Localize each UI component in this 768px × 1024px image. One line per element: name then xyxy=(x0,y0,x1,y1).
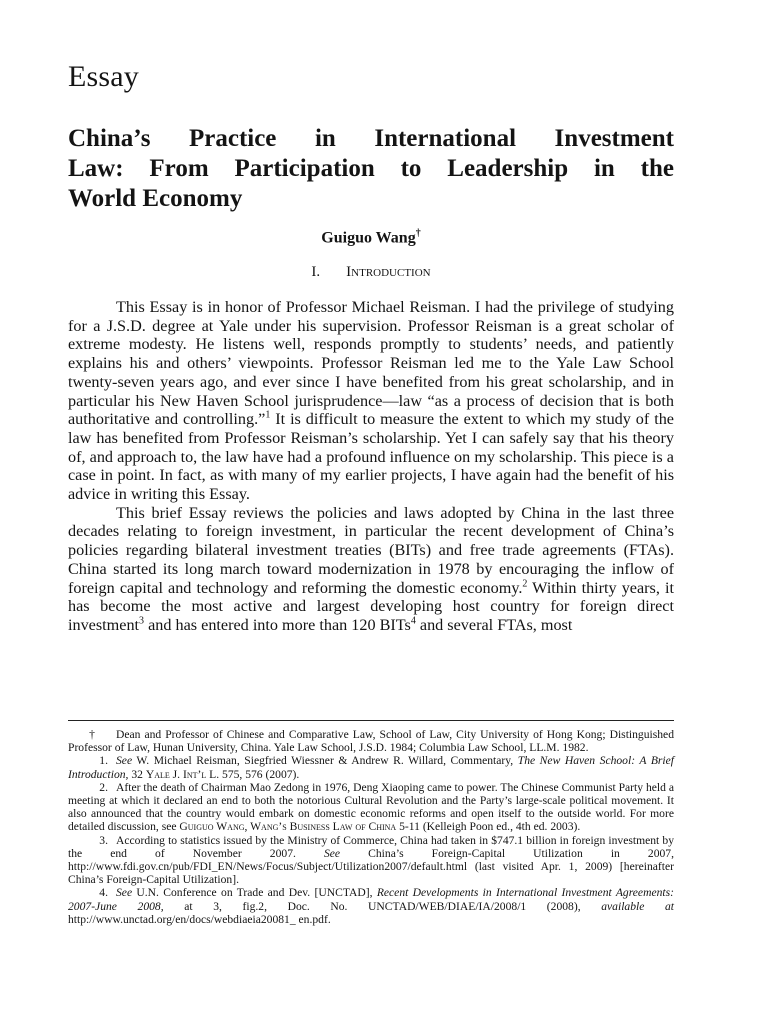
title-line: Law: From Participation to Leadership in the xyxy=(68,155,674,182)
footnote-number: 3. xyxy=(99,833,108,847)
text-run: W. Michael Reisman, Siegfried Wiessner & Andrew R. Willard, Commentary, xyxy=(132,754,518,768)
cited-title: Recent Developments in International Investment Agreements: 2007-June 2008, xyxy=(68,886,674,913)
footnote-mark: † xyxy=(89,728,95,741)
cited-title: The New Haven School: A Brief Introduction, xyxy=(68,754,674,781)
text-run: This brief Essay reviews the policies and laws adopted by China in the last three decades relating to foreign investment, in particular the recent development of China’s policies regarding bilateral investment treaties (BITs) and free trade agreements (FTAs). China started its long march toward modernization in 1978 by encouraging the inflow of foreign capital and technology and reforming the domestic economy. xyxy=(68,503,674,597)
paragraph xyxy=(68,298,674,504)
footnote xyxy=(68,781,674,834)
title-line: China’s Practice in International Investment xyxy=(68,125,674,152)
text-run: 32 xyxy=(128,767,146,781)
text-run: and has entered into more than 120 BITs xyxy=(144,615,411,634)
section-number: I. xyxy=(311,264,321,280)
body-text xyxy=(68,298,674,635)
text-run: at 3, fig.2, Doc. No. UNCTAD/WEB/DIAE/IA/2008/1 (2008), xyxy=(163,899,602,913)
footnote xyxy=(68,834,674,887)
footnote-ref[interactable]: 1 xyxy=(265,409,271,421)
signal: available at xyxy=(601,899,674,913)
footnote-ref[interactable]: 4 xyxy=(410,615,416,627)
text-run: This Essay is in honor of Professor Michael Reisman. I had the privilege of studying for a J.S.D. degree at Yale under his supervision. Professor Reisman is a great scholar of extreme modesty. He listens well, responds promptly to students’ needs, and patiently explains his and others’ viewpoints. Professor Reisman led me to the Yale Law School twenty-seven years ago, and ever since I have benefited from his great scholarship, and in particular his New Haven School jurisprudence—law “as a process of decision that is both authoritative and controlling.” xyxy=(68,298,674,429)
text-run: 575, 576 (2007). xyxy=(219,767,300,781)
journal-name: Yale J. Int’l L. xyxy=(145,767,220,781)
footnote xyxy=(68,754,674,780)
text-run: China’s Foreign-Capital Utilization in 2007, http://www.fdi.gov.cn/pub/FDI_EN/News/Focus/Subject/Utilization2007/default.html (last visited Apr. 1, 2009) [hereinafter China’s Foreign-Capital Utilization]. xyxy=(68,846,674,887)
text-run: http://www.unctad.org/en/docs/webdiaeia20081_ en.pdf. xyxy=(68,912,331,926)
footnote-number: 4. xyxy=(99,886,108,900)
footnote xyxy=(68,886,674,926)
text-run: It is difficult to measure the extent to which my study of the law has benefited from Professor Reisman’s scholarship. Yet I can safely say that his theory of, and approach to, the law have had a profound influence on my scholarship. This piece is a case in point. In fact, as with many of my earlier projects, I have again had the benefit of his advice in writing this Essay. xyxy=(68,410,674,504)
footnote-number: 2. xyxy=(99,780,108,794)
signal: See xyxy=(323,846,341,860)
text-run: and several FTAs, most xyxy=(415,615,573,634)
essay-label: Essay xyxy=(68,60,139,93)
text-run: U.N. Conference on Trade and Dev. [UNCTAD], xyxy=(132,886,377,900)
author-footnote-mark[interactable]: † xyxy=(415,228,421,239)
text-run: After the death of Chairman Mao Zedong in 1976, Deng Xiaoping came to power. The Chinese Communist Party held a meeting at which it declared an end to both the notorious Cultural Revolution and the Party’s large-scale political movement. It also announced that the country would embark on domestic economic reforms and open itself to the outside world. For more detailed discussion, see xyxy=(68,780,674,834)
author-name: Guiguo Wang xyxy=(321,229,416,247)
text-run: Within thirty years, it has become the most active and largest developing host country for foreign direct investment xyxy=(68,578,674,634)
footnote-text: Dean and Professor of Chinese and Comparative Law, School of Law, City University of Hong Kong; Distinguished Professor of Law, Hunan University, China. Yale Law School, J.S.D. 1984; Columbia Law School, LL.M. 1982. xyxy=(68,728,674,755)
article-title xyxy=(68,124,674,214)
footnote-divider xyxy=(68,720,674,721)
text-run: 5-11 (Kelleigh Poon ed., 4th ed. 2003). xyxy=(396,820,581,834)
footnote-number: 1. xyxy=(99,754,108,768)
section-title: Introduction xyxy=(346,264,431,280)
page xyxy=(68,0,674,1024)
book-title: Guiguo Wang, Wang’s Business Law of China xyxy=(179,820,397,834)
signal: See xyxy=(116,754,133,768)
footnotes xyxy=(68,728,674,926)
paragraph xyxy=(68,504,674,635)
author-byline xyxy=(68,228,674,247)
footnote-ref[interactable]: 3 xyxy=(139,615,145,627)
title-line: World Economy xyxy=(68,185,243,212)
section-heading xyxy=(68,264,674,281)
footnote-ref[interactable]: 2 xyxy=(522,578,528,590)
footnote xyxy=(68,728,674,754)
text-run: According to statistics issued by the Ministry of Commerce, China had taken in $747.1 billion in foreign investment by the end of November 2007. xyxy=(68,833,674,860)
signal: See xyxy=(116,886,133,900)
